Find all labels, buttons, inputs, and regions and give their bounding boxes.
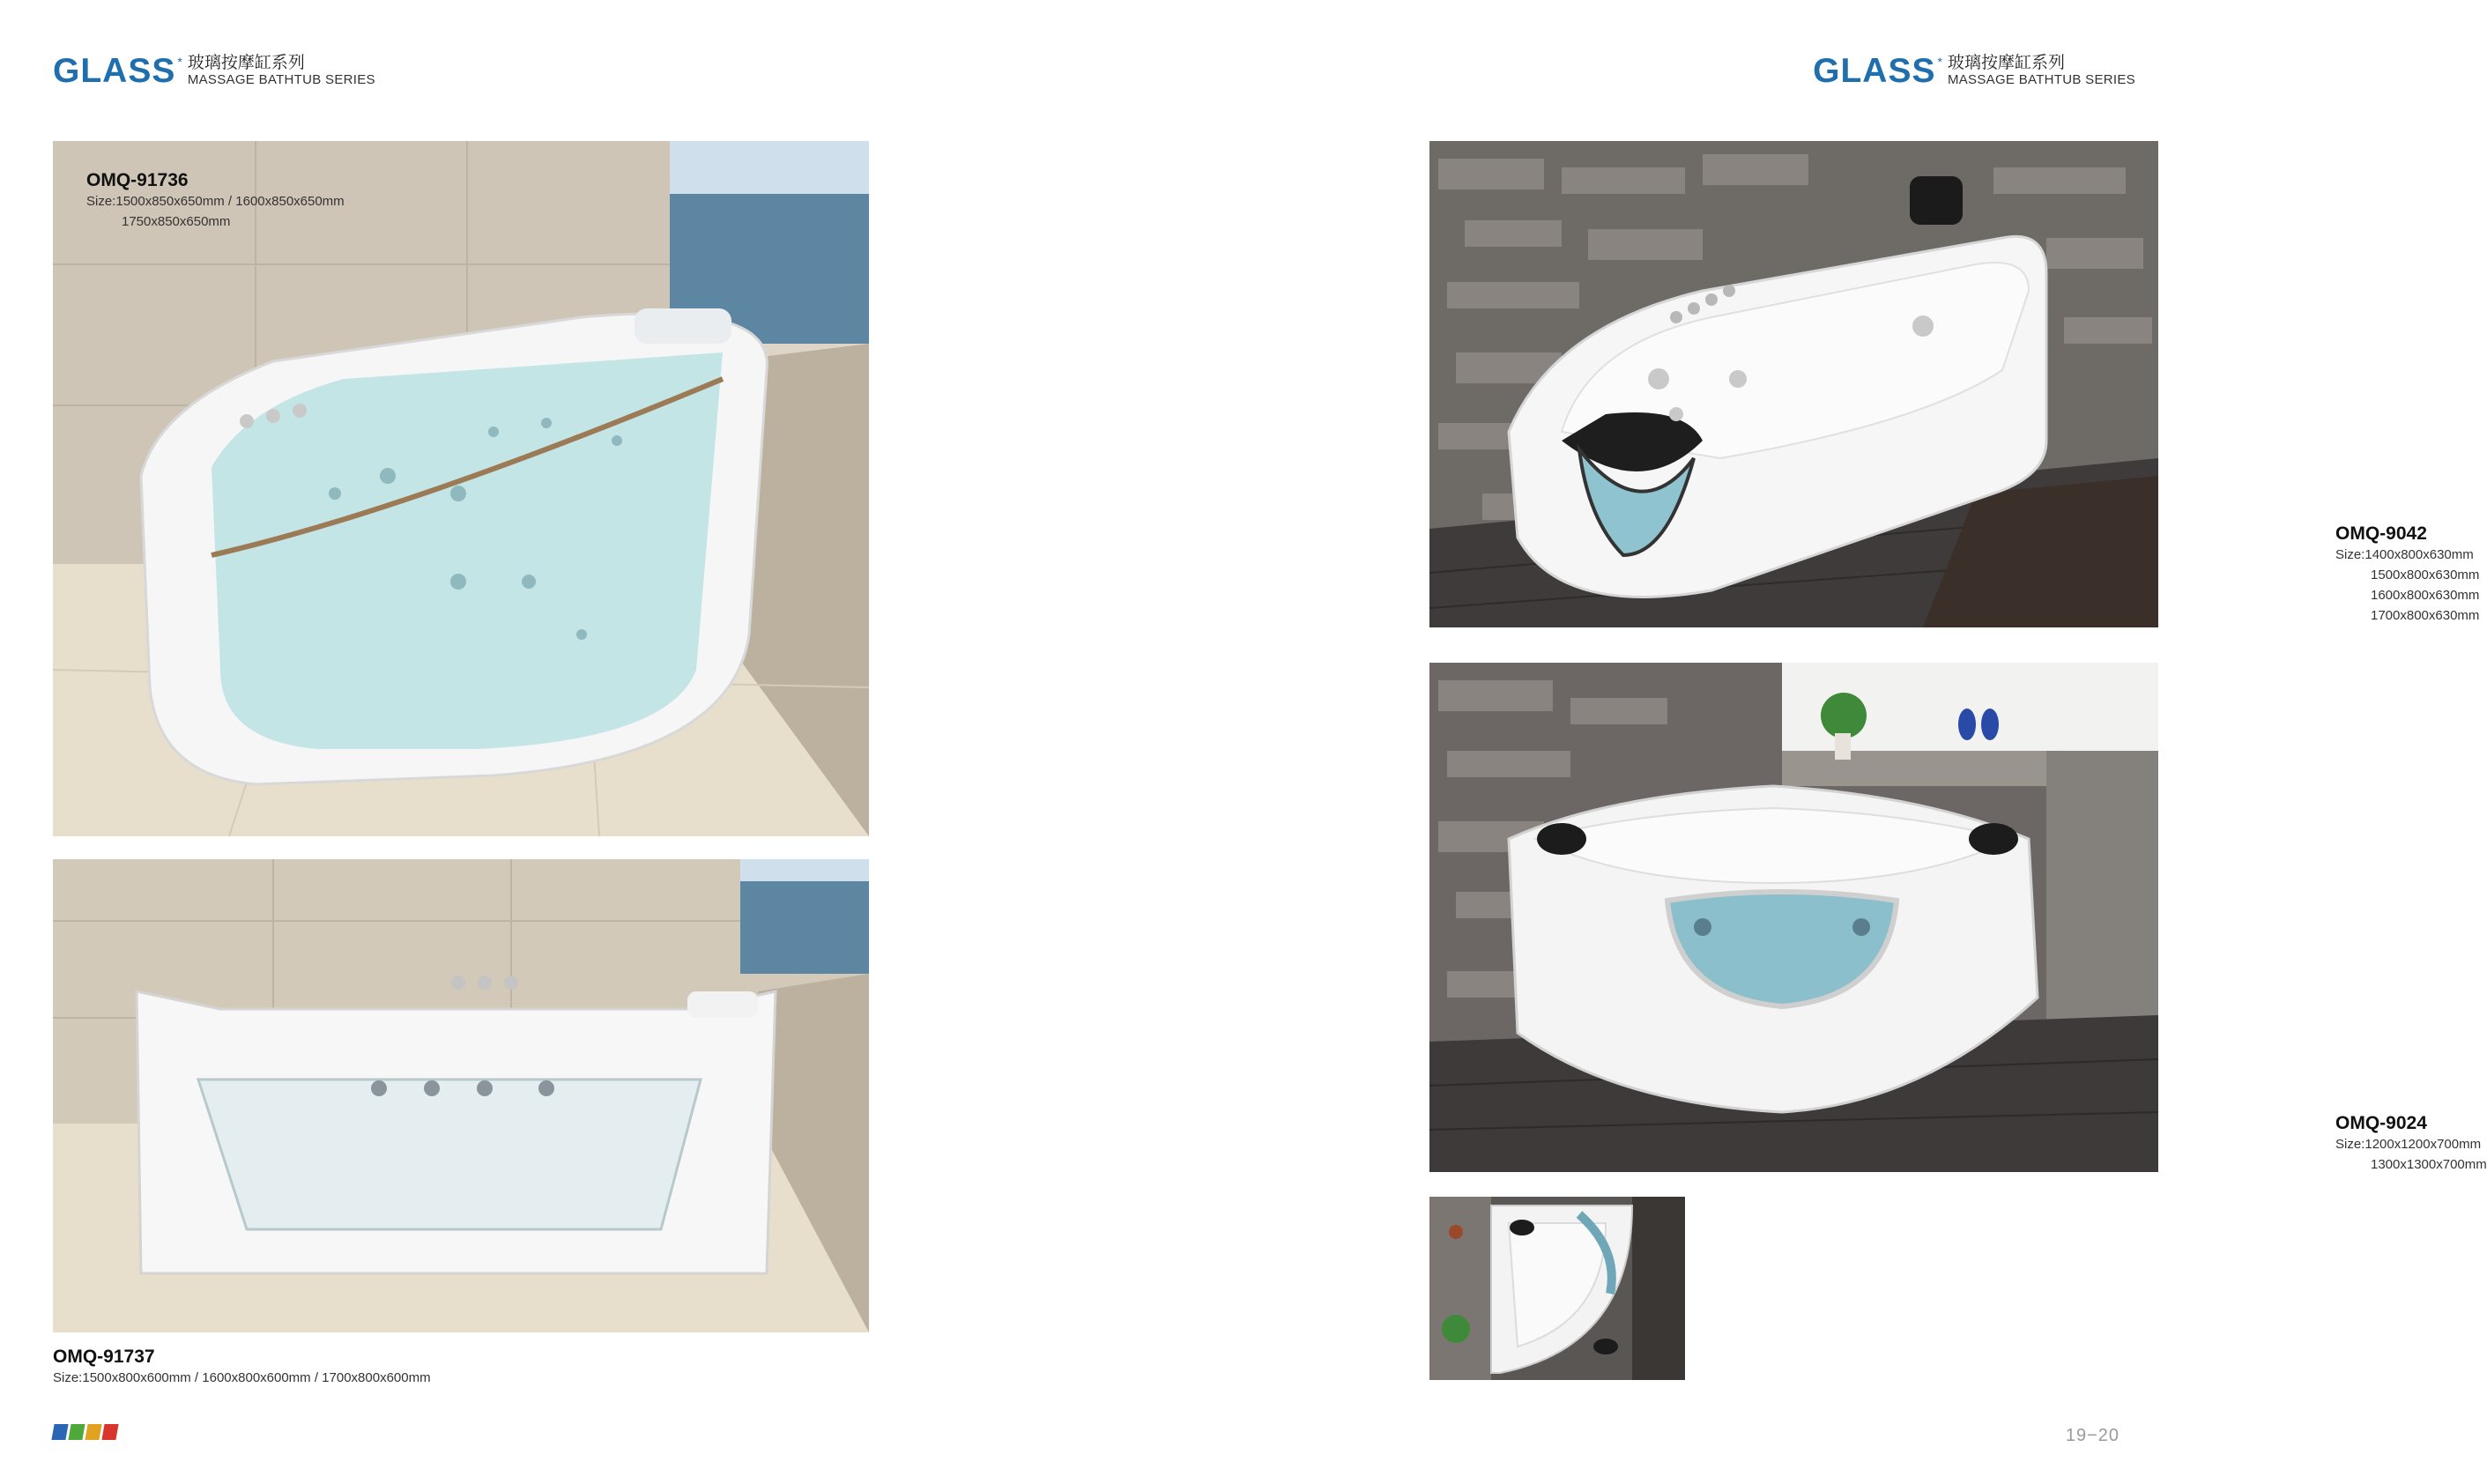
color-blocks-logo-icon bbox=[53, 1424, 117, 1440]
product-photo-omq-9024-top-view bbox=[1429, 1197, 1685, 1380]
size-line: 1300x1300x700mm bbox=[2371, 1157, 2487, 1172]
logo-block bbox=[85, 1424, 101, 1440]
size-spec bbox=[86, 191, 345, 232]
series-title-en: MASSAGE BATHTUB SERIES bbox=[1947, 72, 2135, 87]
size-spec: Size:1500x800x600mm / 1600x800x600mm / 1700x800x600mm bbox=[53, 1370, 431, 1385]
size-spec bbox=[2335, 545, 2479, 626]
series-title bbox=[188, 53, 375, 88]
product-photo-omq-91736 bbox=[53, 141, 869, 836]
caption-omq-9042 bbox=[2335, 523, 2479, 626]
series-title-cn: 玻璃按摩缸系列 bbox=[1947, 53, 2065, 72]
model-name: OMQ-91737 bbox=[53, 1347, 155, 1367]
logo-block bbox=[68, 1424, 85, 1440]
series-title-cn: 玻璃按摩缸系列 bbox=[187, 53, 305, 72]
series-title bbox=[1948, 53, 2135, 88]
size-line: Size:1400x800x630mm bbox=[2335, 547, 2474, 562]
caption-omq-91737 bbox=[53, 1347, 431, 1388]
product-photo-omq-91737 bbox=[53, 859, 869, 1332]
right-page bbox=[1094, 0, 2487, 1484]
logo-block bbox=[51, 1424, 68, 1440]
series-title-en: MASSAGE BATHTUB SERIES bbox=[187, 72, 375, 87]
brand-title: GLASS bbox=[53, 52, 176, 90]
size-line: Size:1500x850x650mm / 1600x850x650mm bbox=[86, 194, 345, 209]
brand-star: * bbox=[177, 55, 182, 69]
size-line: 1500x800x630mm bbox=[2371, 568, 2480, 582]
size-line: Size:1200x1200x700mm bbox=[2335, 1137, 2482, 1152]
series-header bbox=[53, 51, 375, 92]
model-name: OMQ-9042 bbox=[2335, 523, 2427, 544]
model-name: OMQ-91736 bbox=[86, 170, 189, 190]
caption-omq-91736 bbox=[86, 170, 345, 232]
brand-title: GLASS bbox=[1813, 52, 1936, 90]
page-numbers: 19−20 bbox=[2065, 1426, 2120, 1445]
size-line: 1750x850x650mm bbox=[122, 214, 231, 229]
size-line: 1600x800x630mm bbox=[2371, 588, 2480, 603]
size-line: 1700x800x630mm bbox=[2371, 608, 2480, 623]
series-header bbox=[1813, 51, 2135, 92]
brand-star: * bbox=[1937, 55, 1942, 69]
left-page bbox=[0, 0, 1093, 1484]
product-photo-omq-9042 bbox=[1429, 141, 2158, 627]
size-spec bbox=[2335, 1134, 2487, 1175]
logo-block bbox=[101, 1424, 118, 1440]
model-name: OMQ-9024 bbox=[2335, 1113, 2427, 1133]
product-photo-omq-9024 bbox=[1429, 663, 2158, 1172]
caption-omq-9024 bbox=[2335, 1113, 2487, 1175]
